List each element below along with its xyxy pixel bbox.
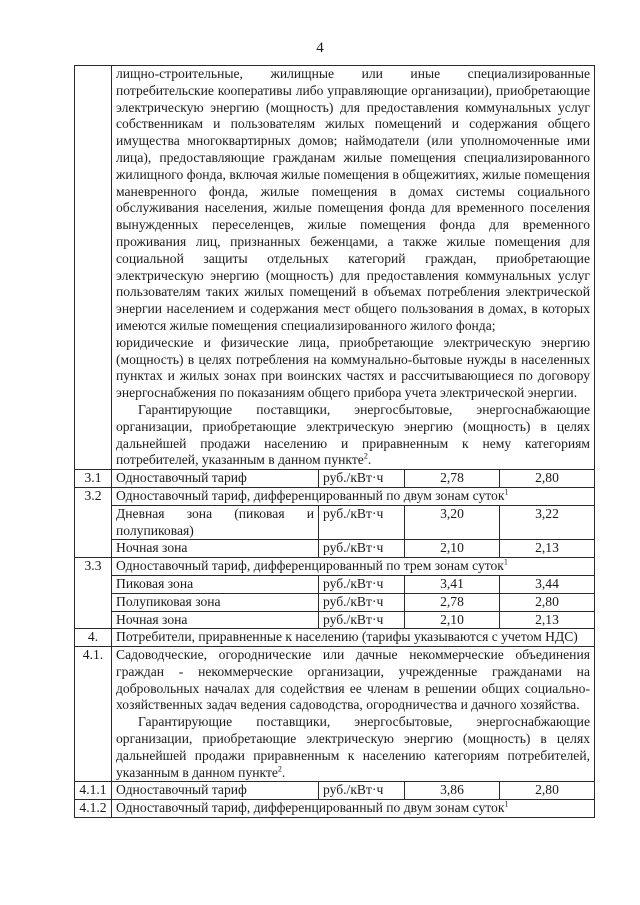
tariff-unit: руб./кВт·ч — [319, 505, 405, 540]
tariff-unit: руб./кВт·ч — [319, 782, 405, 800]
tariff-value-2: 2,80 — [500, 593, 595, 611]
table-row — [75, 782, 595, 800]
row-number: 3.1 — [75, 470, 112, 488]
table-row — [75, 800, 595, 818]
intro-paragraph-guarantee: Гарантирующие поставщики, энергосбытовые, энергоснабжающие организации, приобретающие электрическую энергию (мощность) в целях дальнейшей продажи населению и приравненным к нему категориям потребителей, указанным в данном пункте$^2$. — [116, 401, 590, 468]
tariff-name: Пиковая зона — [112, 575, 319, 593]
footnote-mark: 2 — [363, 451, 368, 461]
footnote-mark: 1 — [503, 557, 508, 567]
tariff-value-2: 2,80 — [500, 470, 595, 488]
table-row — [75, 540, 595, 558]
tariff-section-title: Одноставочный тариф, дифференцированный по трем зонам суток$^1$ — [112, 558, 595, 576]
empty-num-cell — [75, 66, 112, 470]
tariff-value-1: 3,86 — [405, 782, 500, 800]
footnote-mark: 1 — [504, 799, 509, 809]
table-row — [75, 470, 595, 488]
row-number: 3.3 — [75, 558, 112, 629]
tariff-value-1: 2,78 — [405, 470, 500, 488]
tariff-value-2: 3,22 — [500, 505, 595, 540]
table-row — [75, 611, 595, 629]
tariff-table — [74, 65, 595, 818]
intro-text-cell — [112, 66, 595, 470]
tariff-name: Полупиковая зона — [112, 593, 319, 611]
tariff-value-1: 2,10 — [405, 611, 500, 629]
section-paragraph-guarantee: Гарантирующие поставщики, энергосбытовые, энергоснабжающие организации, приобретающие электрическую энергию (мощность) в целях дальнейшей продажи приравненным к населению категориям потребителей, указанным в данном пункте$^2$. — [116, 714, 590, 780]
tariff-unit: руб./кВт·ч — [319, 470, 405, 488]
page-number: 4 — [316, 40, 324, 56]
tariff-unit: руб./кВт·ч — [319, 593, 405, 611]
tariff-name: Ночная зона — [112, 540, 319, 558]
tariff-value-1: 2,78 — [405, 593, 500, 611]
tariff-name: Ночная зона — [112, 611, 319, 629]
tariff-unit: руб./кВт·ч — [319, 611, 405, 629]
tariff-name: Одноставочный тариф — [112, 782, 319, 800]
intro-paragraph: юридические и физические лица, приобретающие электрическую энергию (мощность) в целях потребления на коммунально-бытовые нужды в населенных пунктах и жилых зонах при воинских частях и рассчитывающиеся по договору энергоснабжения по показаниям общего прибора учета электрической энергии. — [116, 334, 590, 401]
tariff-value-1: 2,10 — [405, 540, 500, 558]
row-number: 3.2 — [75, 487, 112, 557]
row-number: 4.1.1 — [75, 782, 112, 800]
tariff-name: Дневная зона (пиковая и полупиковая) — [112, 505, 319, 540]
table-row — [75, 575, 595, 593]
tariff-value-2: 3,44 — [500, 575, 595, 593]
table-row — [75, 647, 595, 782]
section-paragraph: Садоводческие, огороднические или дачные некоммерческие объединения граждан - некоммерческие организации, учрежденные гражданами на добровольных началах для содействия ее членам в решении общих социально-хозяйственных задач ведения садоводства, огородничества и дачного хозяйства. — [116, 647, 590, 713]
footnote-mark: 2 — [277, 764, 282, 774]
tariff-section-title: Одноставочный тариф, дифференцированный по двум зонам суток$^1$ — [112, 487, 595, 505]
section-title: Потребители, приравненные к населению (тарифы указываются с учетом НДС) — [112, 629, 595, 647]
tariff-value-2: 2,80 — [500, 782, 595, 800]
tariff-unit: руб./кВт·ч — [319, 575, 405, 593]
tariff-section-title: Одноставочный тариф, дифференцированный по двум зонам суток$^1$ — [112, 800, 595, 818]
tariff-value-2: 2,13 — [500, 540, 595, 558]
intro-paragraph: лищно-строительные, жилищные или иные специализированные потребительские кооперативы либо управляющие организации), приобретающие электрическую энергию (мощность) для предоставления коммунальных услуг собственникам и пользователям жилых помещений и содержания общего имущества многоквартирных домов; наймодатели (или уполномоченные ими лица), предоставляющие гражданам жилые помещения специализированного жилищного фонда, включая жилые помещения в общежитиях, жилые помещения маневренного фонда, жилые помещения в домах системы социального обслуживания населения, жилые помещения фонда для временного поселения вынужденных переселенцев, жилые помещения фонда для временного проживания лиц, признанных беженцами, а также жилые помещения для социальной защиты отдельных категорий граждан, приобретающие электрическую энергию (мощность) для предоставления коммунальных услуг пользователям таких жилых помещений в объемах потребления электрической энергии населением и содержания мест общего пользования в домах, в которых имеются жилые помещения специализированного жилого фонда; — [116, 66, 590, 333]
table-row — [75, 558, 595, 576]
table-row — [75, 593, 595, 611]
tariff-unit: руб./кВт·ч — [319, 540, 405, 558]
footnote-mark: 1 — [504, 487, 509, 497]
table-row — [75, 629, 595, 647]
table-row — [75, 505, 595, 540]
section-text-cell — [112, 647, 595, 782]
table-row — [75, 66, 595, 470]
tariff-name: Одноставочный тариф — [112, 470, 319, 488]
row-number: 4.1.2 — [75, 800, 112, 818]
row-number: 4.1. — [75, 647, 112, 782]
row-number: 4. — [75, 629, 112, 647]
tariff-value-1: 3,41 — [405, 575, 500, 593]
table-row — [75, 487, 595, 505]
tariff-value-2: 2,13 — [500, 611, 595, 629]
tariff-value-1: 3,20 — [405, 505, 500, 540]
